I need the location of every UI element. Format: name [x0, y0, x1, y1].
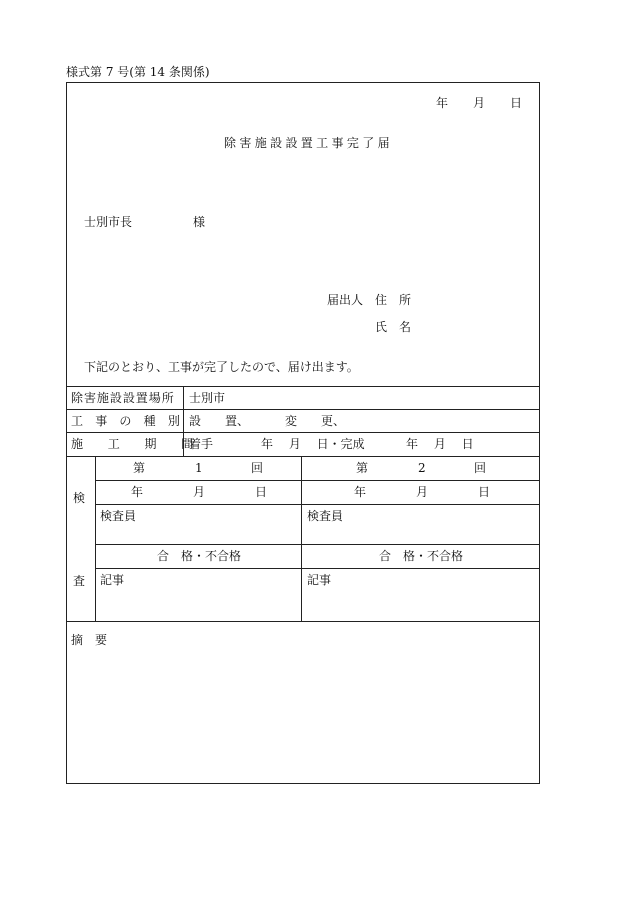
- inspection1-dai: 第: [133, 461, 146, 475]
- location-value: 士別市: [189, 391, 226, 405]
- addressee-honorific: 様: [193, 215, 206, 229]
- inspection1-month: 月: [193, 485, 206, 499]
- inspection2-dai: 第: [356, 461, 369, 475]
- table-rule-8: [95, 568, 539, 569]
- inspection1-notes: 記事: [100, 573, 125, 587]
- period-start: 着手: [189, 437, 214, 451]
- inspection2-kai: 回: [474, 461, 487, 475]
- inspection1-kai: 回: [251, 461, 264, 475]
- form-frame: [66, 82, 540, 784]
- table-rule-3: [66, 432, 539, 433]
- inspection2-result: 合 格・不合格: [379, 549, 464, 563]
- addressee-name: 士別市長: [84, 215, 133, 229]
- summary-label: 摘 要: [71, 633, 108, 647]
- inspection2-number: 2: [418, 461, 426, 475]
- inspection1-number: 1: [195, 461, 203, 475]
- table-rule-4: [66, 456, 539, 457]
- date-year: 年: [436, 96, 449, 110]
- type-option-change: 変 更、: [285, 414, 346, 428]
- inspection-label-bottom: 査: [73, 574, 86, 588]
- type-option-install: 設 置、: [189, 414, 250, 428]
- inspection-label-top: 検: [73, 491, 86, 505]
- table-rule-6: [95, 504, 539, 505]
- table-rule-9: [66, 621, 539, 622]
- date-day: 日: [510, 96, 523, 110]
- inspection2-inspector: 検査員: [307, 509, 344, 523]
- date-month: 月: [473, 96, 486, 110]
- table-rule-top: [66, 386, 539, 387]
- inspection2-month: 月: [416, 485, 429, 499]
- notifier-label: 届出人: [327, 293, 364, 307]
- period-end-date: 年 月 日: [406, 437, 474, 451]
- inspection1-inspector: 検査員: [100, 509, 137, 523]
- period-label: 施 工 期 間: [71, 437, 194, 451]
- inspection2-day: 日: [478, 485, 491, 499]
- notifier-name-label: 氏 名: [375, 320, 412, 334]
- table-rule-5: [95, 480, 539, 481]
- inspection1-day: 日: [255, 485, 268, 499]
- table-rule-7: [95, 544, 539, 545]
- type-label: 工 事 の 種 別: [71, 414, 185, 428]
- statement: 下記のとおり、工事が完了したので、届け出ます。: [84, 360, 359, 374]
- period-start-date: 年 月 日・完成: [261, 437, 365, 451]
- location-label: 除害施設設置場所: [71, 391, 175, 405]
- inspection2-notes: 記事: [307, 573, 332, 587]
- form-label: 様式第 7 号(第 14 条関係): [66, 65, 210, 79]
- inspection1-year: 年: [131, 485, 144, 499]
- inspection1-result: 合 格・不合格: [157, 549, 242, 563]
- inspection-column-divider: [301, 456, 302, 621]
- table-rule-2: [66, 409, 539, 410]
- notifier-address-label: 住 所: [375, 293, 412, 307]
- inspection2-year: 年: [354, 485, 367, 499]
- page-title: 除害施設設置工事完了届: [224, 136, 393, 150]
- inspection-label-divider: [95, 456, 96, 621]
